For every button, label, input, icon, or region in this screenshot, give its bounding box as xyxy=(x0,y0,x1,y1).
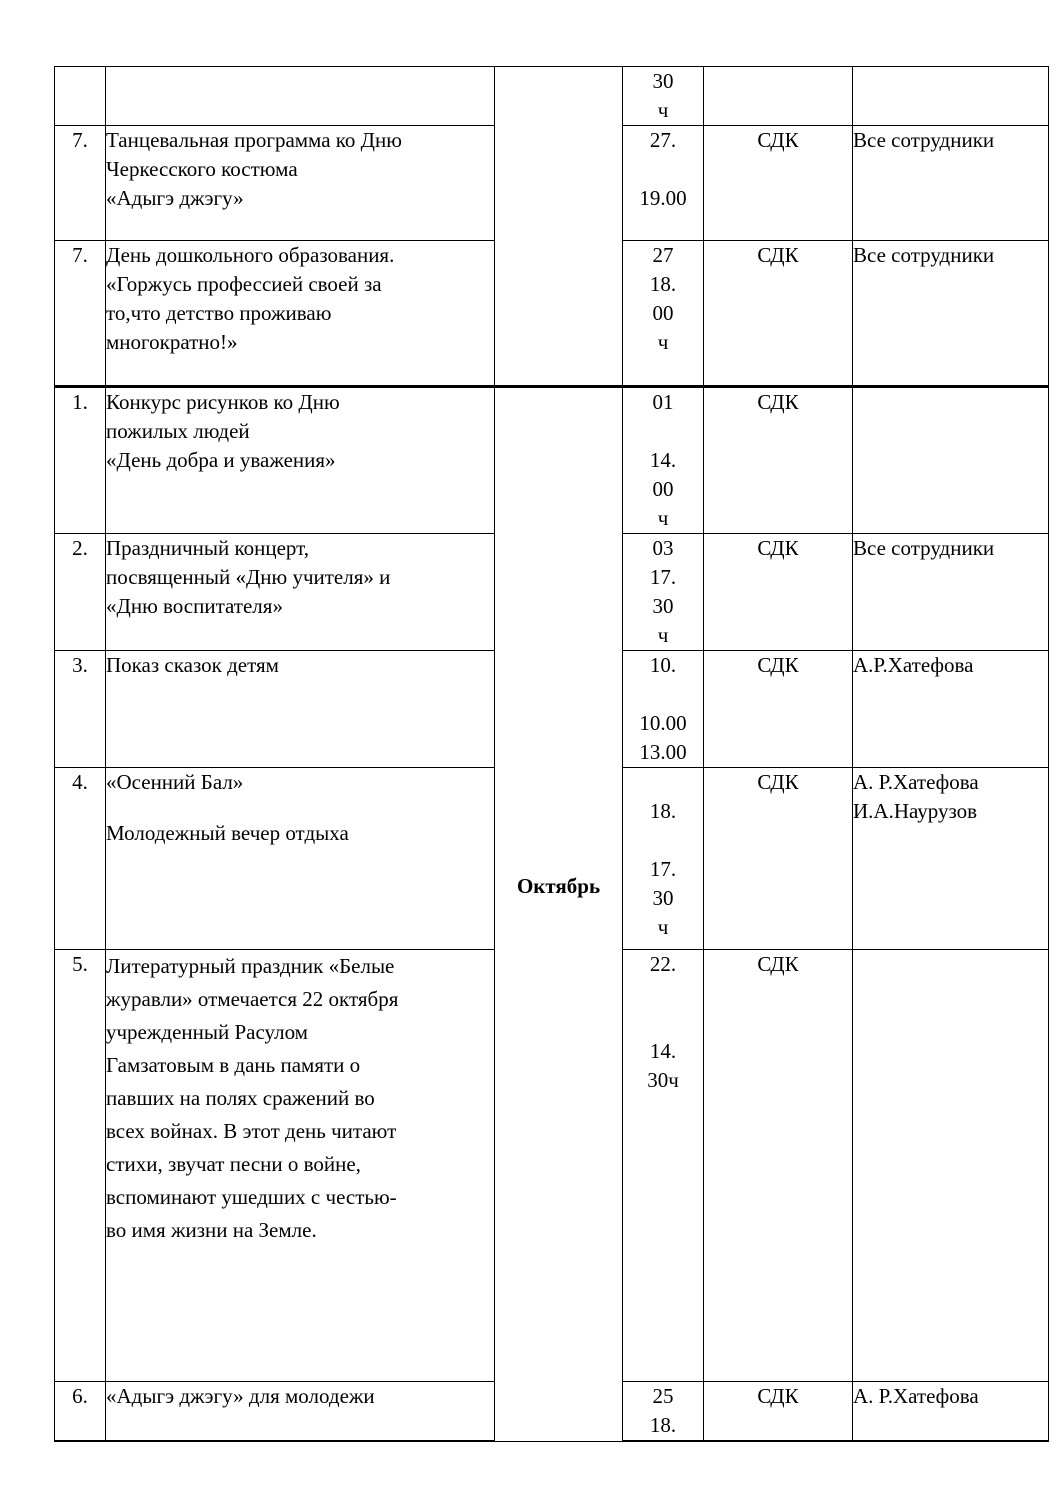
event-date: 01 14. 00 ч xyxy=(623,387,704,534)
table-row xyxy=(55,387,1049,534)
row-number: 7. xyxy=(55,241,106,387)
event-place: СДК xyxy=(704,241,853,387)
event-title: День дошкольного образования. «Горжусь профессией своей за то,что детство проживаю многократно!» xyxy=(106,241,495,387)
event-title: «Адыгэ джэгу» для молодежи xyxy=(106,1382,495,1442)
event-place: СДК xyxy=(704,387,853,534)
event-place: СДК xyxy=(704,768,853,950)
event-responsible xyxy=(853,950,1049,1382)
event-date: 30 ч xyxy=(623,67,704,126)
event-place: СДК xyxy=(704,651,853,768)
event-date: 27 18. 00 ч xyxy=(623,241,704,387)
row-number: 2. xyxy=(55,534,106,651)
event-responsible xyxy=(853,67,1049,126)
event-date: 03 17. 30 ч xyxy=(623,534,704,651)
row-number: 5. xyxy=(55,950,106,1382)
event-place xyxy=(704,67,853,126)
month-cell-september xyxy=(495,67,623,387)
event-title: Танцевальная программа ко Дню Черкесского костюма «Адыгэ джэгу» xyxy=(106,126,495,241)
event-responsible xyxy=(853,387,1049,534)
row-number xyxy=(55,67,106,126)
event-place: СДК xyxy=(704,950,853,1382)
row-number: 1. xyxy=(55,387,106,534)
row-number: 7. xyxy=(55,126,106,241)
event-date: 27. 19.00 xyxy=(623,126,704,241)
event-date: 10. 10.00 13.00 xyxy=(623,651,704,768)
events-plan-table xyxy=(54,66,1049,1442)
row-number: 3. xyxy=(55,651,106,768)
event-place: СДК xyxy=(704,1382,853,1442)
event-subtitle: Молодежный вечер отдыха xyxy=(106,821,349,845)
event-responsible: Все сотрудники xyxy=(853,126,1049,241)
event-title: Конкурс рисунков ко Дню пожилых людей «День добра и уважения» xyxy=(106,387,495,534)
event-title: «Осенний Бал» Молодежный вечер отдыха xyxy=(106,768,495,950)
event-place: СДК xyxy=(704,126,853,241)
event-responsible: А.Р.Хатефова xyxy=(853,651,1049,768)
event-title: Праздничный концерт, посвященный «Дню учителя» и «Дню воспитателя» xyxy=(106,534,495,651)
event-responsible: Все сотрудники xyxy=(853,534,1049,651)
month-cell-october xyxy=(495,387,623,1442)
event-responsible: Все сотрудники xyxy=(853,241,1049,387)
event-title xyxy=(106,67,495,126)
event-place: СДК xyxy=(704,534,853,651)
event-responsible: А. Р.Хатефова И.А.Наурузов xyxy=(853,768,1049,950)
event-date: 25 18. xyxy=(623,1382,704,1442)
row-number: 6. xyxy=(55,1382,106,1442)
event-date: 18. 17. 30 ч xyxy=(623,768,704,950)
month-label: Октябрь xyxy=(516,874,601,898)
event-title: Литературный праздник «Белые журавли» отмечается 22 октября учрежденный Расулом Гамзатовым в дань памяти о павших на полях сражений во всех войнах. В этот день читают стихи, звучат песни о войне, вспоминают ушедших с честью- во имя жизни на Земле. xyxy=(106,950,495,1382)
row-number: 4. xyxy=(55,768,106,950)
event-date: 22. 14. 30ч xyxy=(623,950,704,1382)
event-responsible: А. Р.Хатефова xyxy=(853,1382,1049,1442)
event-title: Показ сказок детям xyxy=(106,651,495,768)
table-row xyxy=(55,67,1049,126)
